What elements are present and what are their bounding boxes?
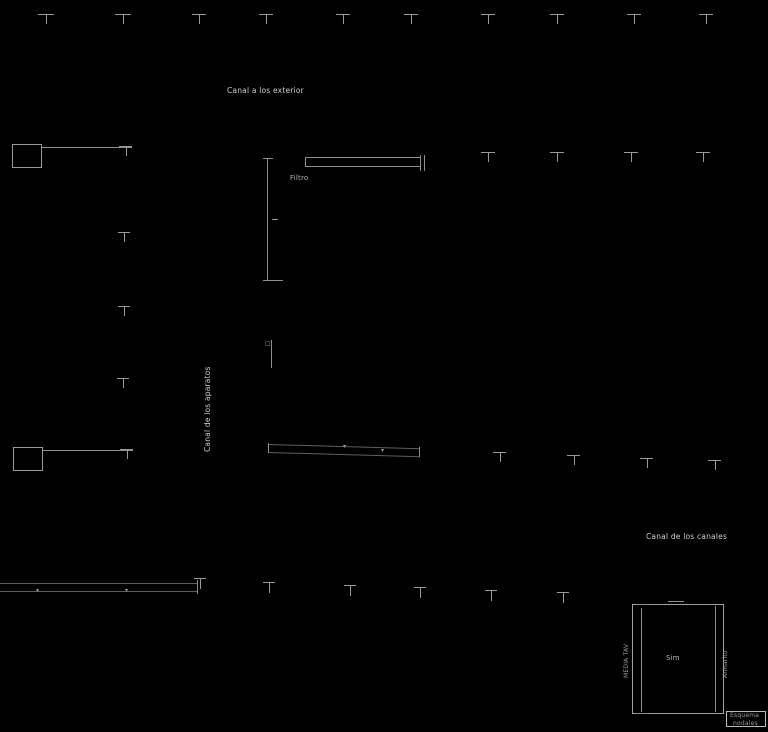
left-node-3 <box>118 306 130 316</box>
center-bracket-mid-tick <box>272 219 278 220</box>
third-row-node-2 <box>567 455 580 465</box>
top-node-7 <box>481 14 495 24</box>
center-stub-label: □ <box>265 340 271 347</box>
label-media-tav: MEDIA TAV <box>623 643 630 678</box>
top-node-6 <box>404 14 418 24</box>
second-row-node-4 <box>696 152 710 162</box>
footer-line-2: nodales <box>733 720 758 727</box>
third-row-node-4 <box>708 460 721 470</box>
bottom-duct-tick-2: ▾ <box>125 587 129 594</box>
third-row-node-1 <box>493 452 506 462</box>
bottom-row-node-1 <box>194 578 206 589</box>
label-filtro: Filtro <box>290 174 309 182</box>
label-canal-exterior: Canal a los exterior <box>227 86 304 95</box>
bottom-row-node-6 <box>557 592 569 603</box>
center-bracket-top <box>263 158 273 159</box>
filter-run-right-cap <box>420 155 421 171</box>
second-row-node-1 <box>481 152 495 162</box>
center-bracket-vertical <box>267 158 268 280</box>
bottom-duct-lower <box>0 591 198 592</box>
room-inner-left <box>641 608 642 712</box>
top-node-3 <box>192 14 206 24</box>
label-armarito: Armarito <box>722 650 729 678</box>
left-upper-terminal-box <box>12 144 42 168</box>
second-row-node-2 <box>550 152 564 162</box>
footer-line-1: Esquema <box>730 712 760 719</box>
bottom-row-node-2 <box>263 582 275 593</box>
mid-duct-tick-2: ▾ <box>381 447 385 454</box>
center-bracket-bottom <box>263 280 283 281</box>
bottom-row-node-5 <box>485 590 497 601</box>
top-node-1 <box>38 14 54 24</box>
mid-duct-left-cap <box>268 443 269 453</box>
top-node-4 <box>259 14 273 24</box>
left-node-4 <box>117 378 129 388</box>
top-node-9 <box>627 14 641 24</box>
room-top-tick-mid <box>668 601 684 602</box>
filter-run-bottom <box>305 166 420 167</box>
mid-duct-lower <box>268 452 420 457</box>
mid-duct-tick-1: ▾ <box>343 443 347 450</box>
room-top-tick-left <box>636 604 648 605</box>
top-node-8 <box>550 14 564 24</box>
filter-run-top <box>305 157 420 158</box>
label-canal-aparatos: Canal de los aparatos <box>203 366 212 452</box>
bottom-duct-tick-1: ▾ <box>36 587 40 594</box>
second-row-node-3 <box>624 152 638 162</box>
room-bottom-tick-left <box>635 713 647 714</box>
top-node-2 <box>115 14 131 24</box>
filter-run-left-cap <box>305 157 306 166</box>
third-row-node-3 <box>640 458 653 468</box>
bottom-duct-upper <box>0 583 198 584</box>
label-sim: Sim <box>666 654 680 662</box>
left-node-5 <box>120 449 133 459</box>
top-node-5 <box>336 14 350 24</box>
center-stub <box>271 340 272 368</box>
filter-run-right-cap2 <box>424 155 425 171</box>
label-canal-canales: Canal de los canales <box>646 532 728 541</box>
bottom-row-node-4 <box>414 587 426 598</box>
left-node-1 <box>119 146 132 156</box>
left-lower-terminal-box <box>13 447 43 471</box>
top-node-10 <box>699 14 713 24</box>
bottom-row-node-3 <box>344 585 356 596</box>
room-inner-right <box>715 606 716 712</box>
mid-duct-right-cap <box>419 447 420 457</box>
left-node-2 <box>118 232 130 242</box>
